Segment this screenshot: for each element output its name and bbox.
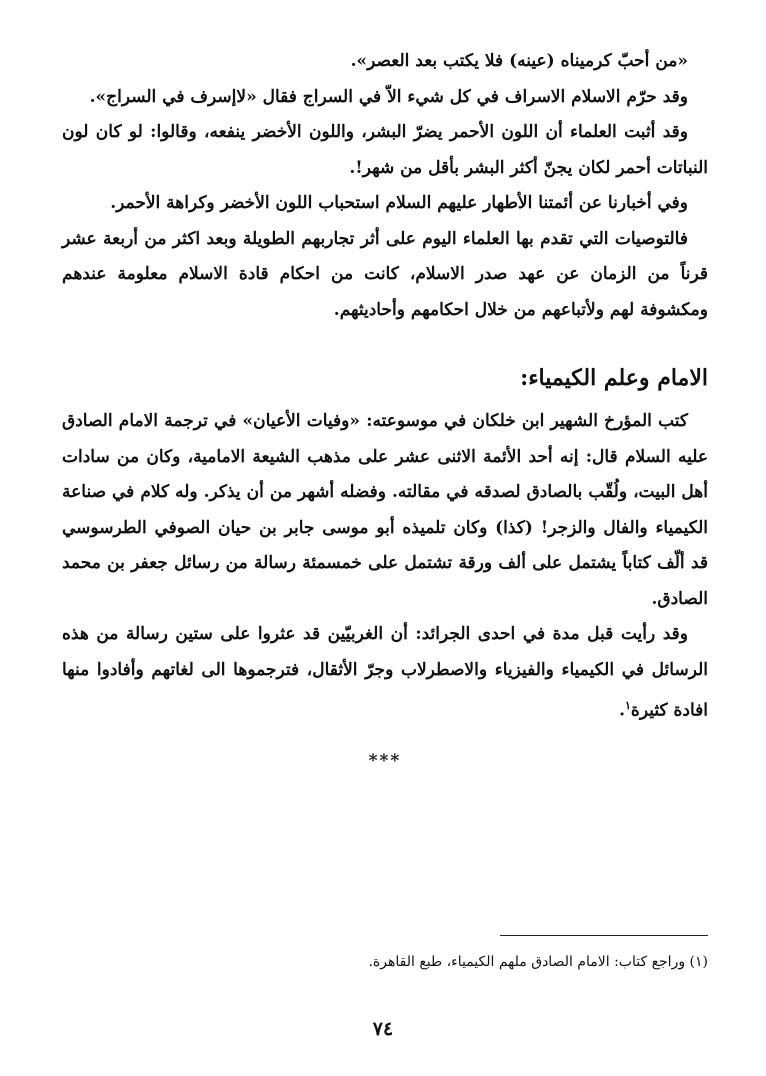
paragraph: فالتوصيات التي تقدم بها العلماء اليوم على أثر تجاربهم الطويلة وبعد اكثر من أربعة عشر قرناً من الزمان عن عهد صدر الاسلام، كانت من احكام قادة الاسلام معلومة عندهم ومكشوفة لهم ولأتباعهم من خلال احكامهم وأحاديثهم.: [62, 228, 708, 320]
footnote-ref[interactable]: ١: [625, 699, 631, 712]
footnote: (١) وراجع كتاب: الامام الصادق ملهم الكيمياء، طبع القاهرة.: [368, 954, 708, 970]
paragraph: وفي أخبارنا عن أئمتنا الأطهار عليهم السلام استحباب اللون الأخضر وكراهة الأحمر.: [110, 193, 688, 213]
paragraph-text: وقد رأيت قبل مدة في احدى الجرائد: أن الغربيّين قد عثروا على ستين رسالة من هذه الرسائل في الكيمياء والفيزياء والاصطرلاب وجرّ الأثقال، فترجموها الى لغاتهم وأفادوا منها افادة كثيرة: [62, 624, 708, 721]
paragraph: وقد أثبت العلماء أن اللون الأحمر يضرّ البشر، واللون الأخضر ينفعه، وقالوا: لو كان لون النباتات أحمر لكان يجنّ أكثر البشر بأقل من شهر!.: [62, 122, 708, 178]
footnote-divider: [500, 935, 708, 936]
paragraph: كتب المؤرخ الشهير ابن خلكان في موسوعته: «وفيات الأعيان» في ترجمة الامام الصادق عليه السلام قال: إنه أحد الأئمة الاثنى عشر على مذهب الشيعة الامامية، وكان من سادات أهل البيت، ولُقّب بالصادق لصدقه في مقالته. وفضله أشهر من أن يذكر. وله كلام في صناعة الكيمياء والفال والزجر! (كذا) وكان تلميذه أبو موسى جابر بن حيان الصوفي الطرسوسي قد ألّف كتاباً يشتمل على ألف ورقة تشتمل على خمسمئة رسالة من رسائل جعفر بن محمد الصادق.: [62, 411, 708, 609]
body-text: [62, 44, 708, 771]
section-separator: ***: [368, 751, 402, 772]
paragraph: «من أحبّ كرميناه (عينه) فلا يكتب بعد العصر».: [350, 51, 688, 71]
page-number: ٧٤: [372, 1018, 394, 1040]
section-heading: الامام وعلم الكيمياء:: [520, 365, 708, 391]
paragraph: وقد حرّم الاسلام الاسراف في كل شيء الاّ في السراج فقال «لاإسرف في السراج».: [89, 86, 688, 107]
paragraph: وقد رأيت قبل مدة في احدى الجرائد: أن الغربيّين قد عثروا على ستين رسالة من هذه الرسائل في الكيمياء والفيزياء والاصطرلاب وجرّ الأثقال، فترجموها الى لغاتهم وأفادوا منها افادة كثيرة$^١$.: [62, 624, 708, 721]
